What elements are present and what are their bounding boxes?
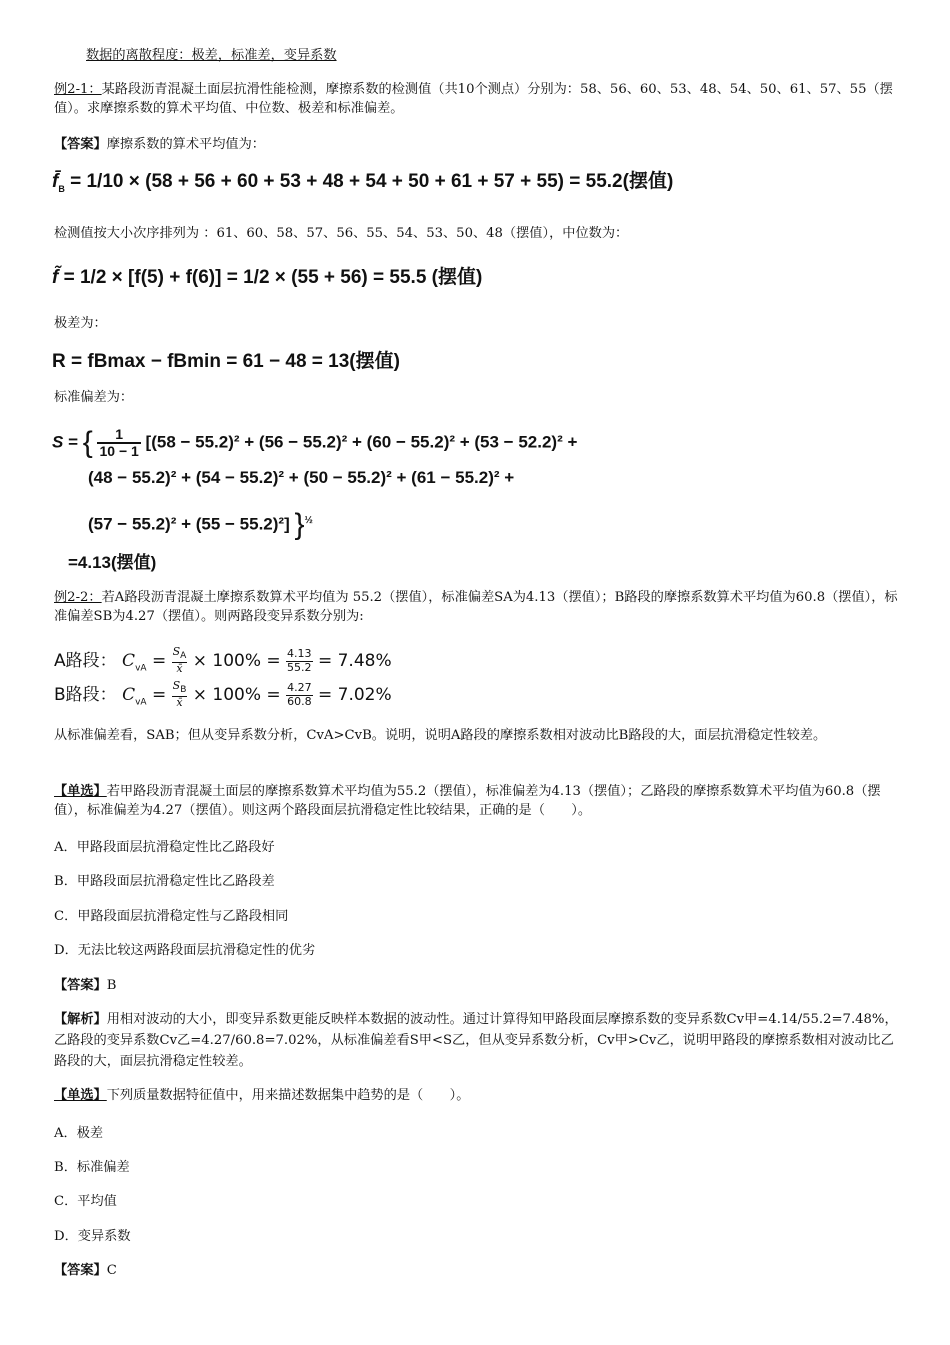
question-1-option-b[interactable]: B．甲路段面层抗滑稳定性比乙路段差 — [54, 874, 275, 889]
question-1-option-d[interactable]: D．无法比较这两路段面层抗滑稳定性的优劣 — [54, 943, 316, 958]
question-2-option-a[interactable]: A．极差 — [54, 1126, 104, 1141]
cv-road-b: B路段： $C_{vA}$ = $\frac{S_B}{x̄}$ × 100% = $\frac{4.27}{60.8}$ = 7.02% — [54, 679, 392, 709]
question-1-analysis: 【解析】用相对波动的大小，即变异系数更能反映样本数据的波动性。通过计算得知甲路段面层摩擦系数的变异系数Cv甲=4.14/55.2=7.48%，乙路段的变异系数Cv乙=4.27/60.8=7.02%，从标准偏差看S甲<S乙，但从变异系数分析，Cv甲>Cv乙，说明甲路段的摩擦系数相对波动比乙路段的大，面层抗滑稳定性较差。 — [54, 1012, 898, 1069]
question-2-stem: 【单选】下列质量数据特征值中，用来描述数据集中趋势的是（ ）。 — [54, 1088, 470, 1103]
answer-mean-label: 【答案】摩擦系数的算术平均值为： — [54, 137, 265, 152]
std-result: =4.13(摆值) — [68, 553, 157, 572]
range-label: 极差为： — [54, 316, 107, 331]
example-tag: 例2-1： — [54, 82, 102, 97]
example-2-1-text: 例2-1：某路段沥青混凝土面层抗滑性能检测，摩擦系数的检测值（共10个测点）分别为：58、56、60、53、48、54、50、61、57、55（摆值）。求摩擦系数的算术平均值、中位数、极差和标准偏差。 — [54, 82, 893, 116]
question-2-option-b[interactable]: B．标准偏差 — [54, 1160, 130, 1175]
example-2-2-text: 例2-2：若A路段沥青混凝土摩擦系数算术平均值为 55.2（摆值），标准偏差SA为4.13（摆值）；B路段的摩擦系数算术平均值为60.8（摆值），标准偏差SB为4.27（摆值）。则两路段变异系数分别为: — [54, 590, 898, 624]
question-2-option-c[interactable]: C．平均值 — [54, 1194, 117, 1209]
median-formula: f̃ = 1/2 × [f(5) + f(6)] = 1/2 × (55 + 56) = 55.5 (摆值) — [52, 267, 483, 288]
page-heading: 数据的离散程度：极差，标准差，变异系数 — [86, 48, 337, 63]
range-formula: R = fBmax − fBmin = 61 − 48 = 13(摆值) — [52, 351, 400, 372]
question-2-option-d[interactable]: D．变异系数 — [54, 1229, 131, 1244]
cv-road-a: A路段： $C_{vA}$ = $\frac{S_A}{x̄}$ × 100% = $\frac{4.13}{55.2}$ = 7.48% — [54, 645, 392, 675]
example-tag: 例2-2： — [54, 590, 102, 605]
question-1-option-c[interactable]: C．甲路段面层抗滑稳定性与乙路段相同 — [54, 909, 289, 924]
std-label: 标准偏差为： — [54, 390, 134, 405]
question-1-option-a[interactable]: A．甲路段面层抗滑稳定性比乙路段好 — [54, 840, 275, 855]
std-formula-line-3: (57 − 55.2)² + (55 − 55.2)²] }$^{\frac{1}{2}}$ — [88, 508, 313, 541]
mean-formula: $f̄_B = 1/10 \times (58 + 56 + 60 + 53 + 48 + 54 + 50 + 61 + 57 + 55) = 55.2$(摆值) — [52, 171, 674, 194]
std-formula-line-2: (48 − 55.2)² + (54 − 55.2)² + (50 − 55.2)² + (61 − 55.2)² + — [88, 468, 515, 487]
sorted-values-text: 检测值按大小次序排列为 ：61、60、58、57、56、55、54、53、50、48（摆值），中位数为： — [54, 226, 629, 241]
std-formula-line-1: S = { $\frac{1}{10 - 1}$ [(58 − 55.2)² + (56 − 55.2)² + (60 − 55.2)² + (53 − 52.2)² + — [52, 426, 578, 459]
question-1-answer: 【答案】B — [54, 978, 117, 993]
question-2-answer: 【答案】C — [54, 1263, 117, 1278]
example-2-2-conclusion: 从标准偏差看，SAB；但从变异系数分析，CvA>CvB。说明，说明A路段的摩擦系数相对波动比B路段的大，面层抗滑稳定性较差。 — [54, 728, 827, 743]
question-1-stem: 【单选】若甲路段沥青混凝土面层的摩擦系数算术平均值为55.2（摆值），标准偏差为4.13（摆值）；乙路段的摩擦系数算术平均值为60.8（摆值），标准偏差为4.27（摆值）。则这两个路段面层抗滑稳定性比较结果，正确的是（ ）。 — [54, 784, 881, 818]
